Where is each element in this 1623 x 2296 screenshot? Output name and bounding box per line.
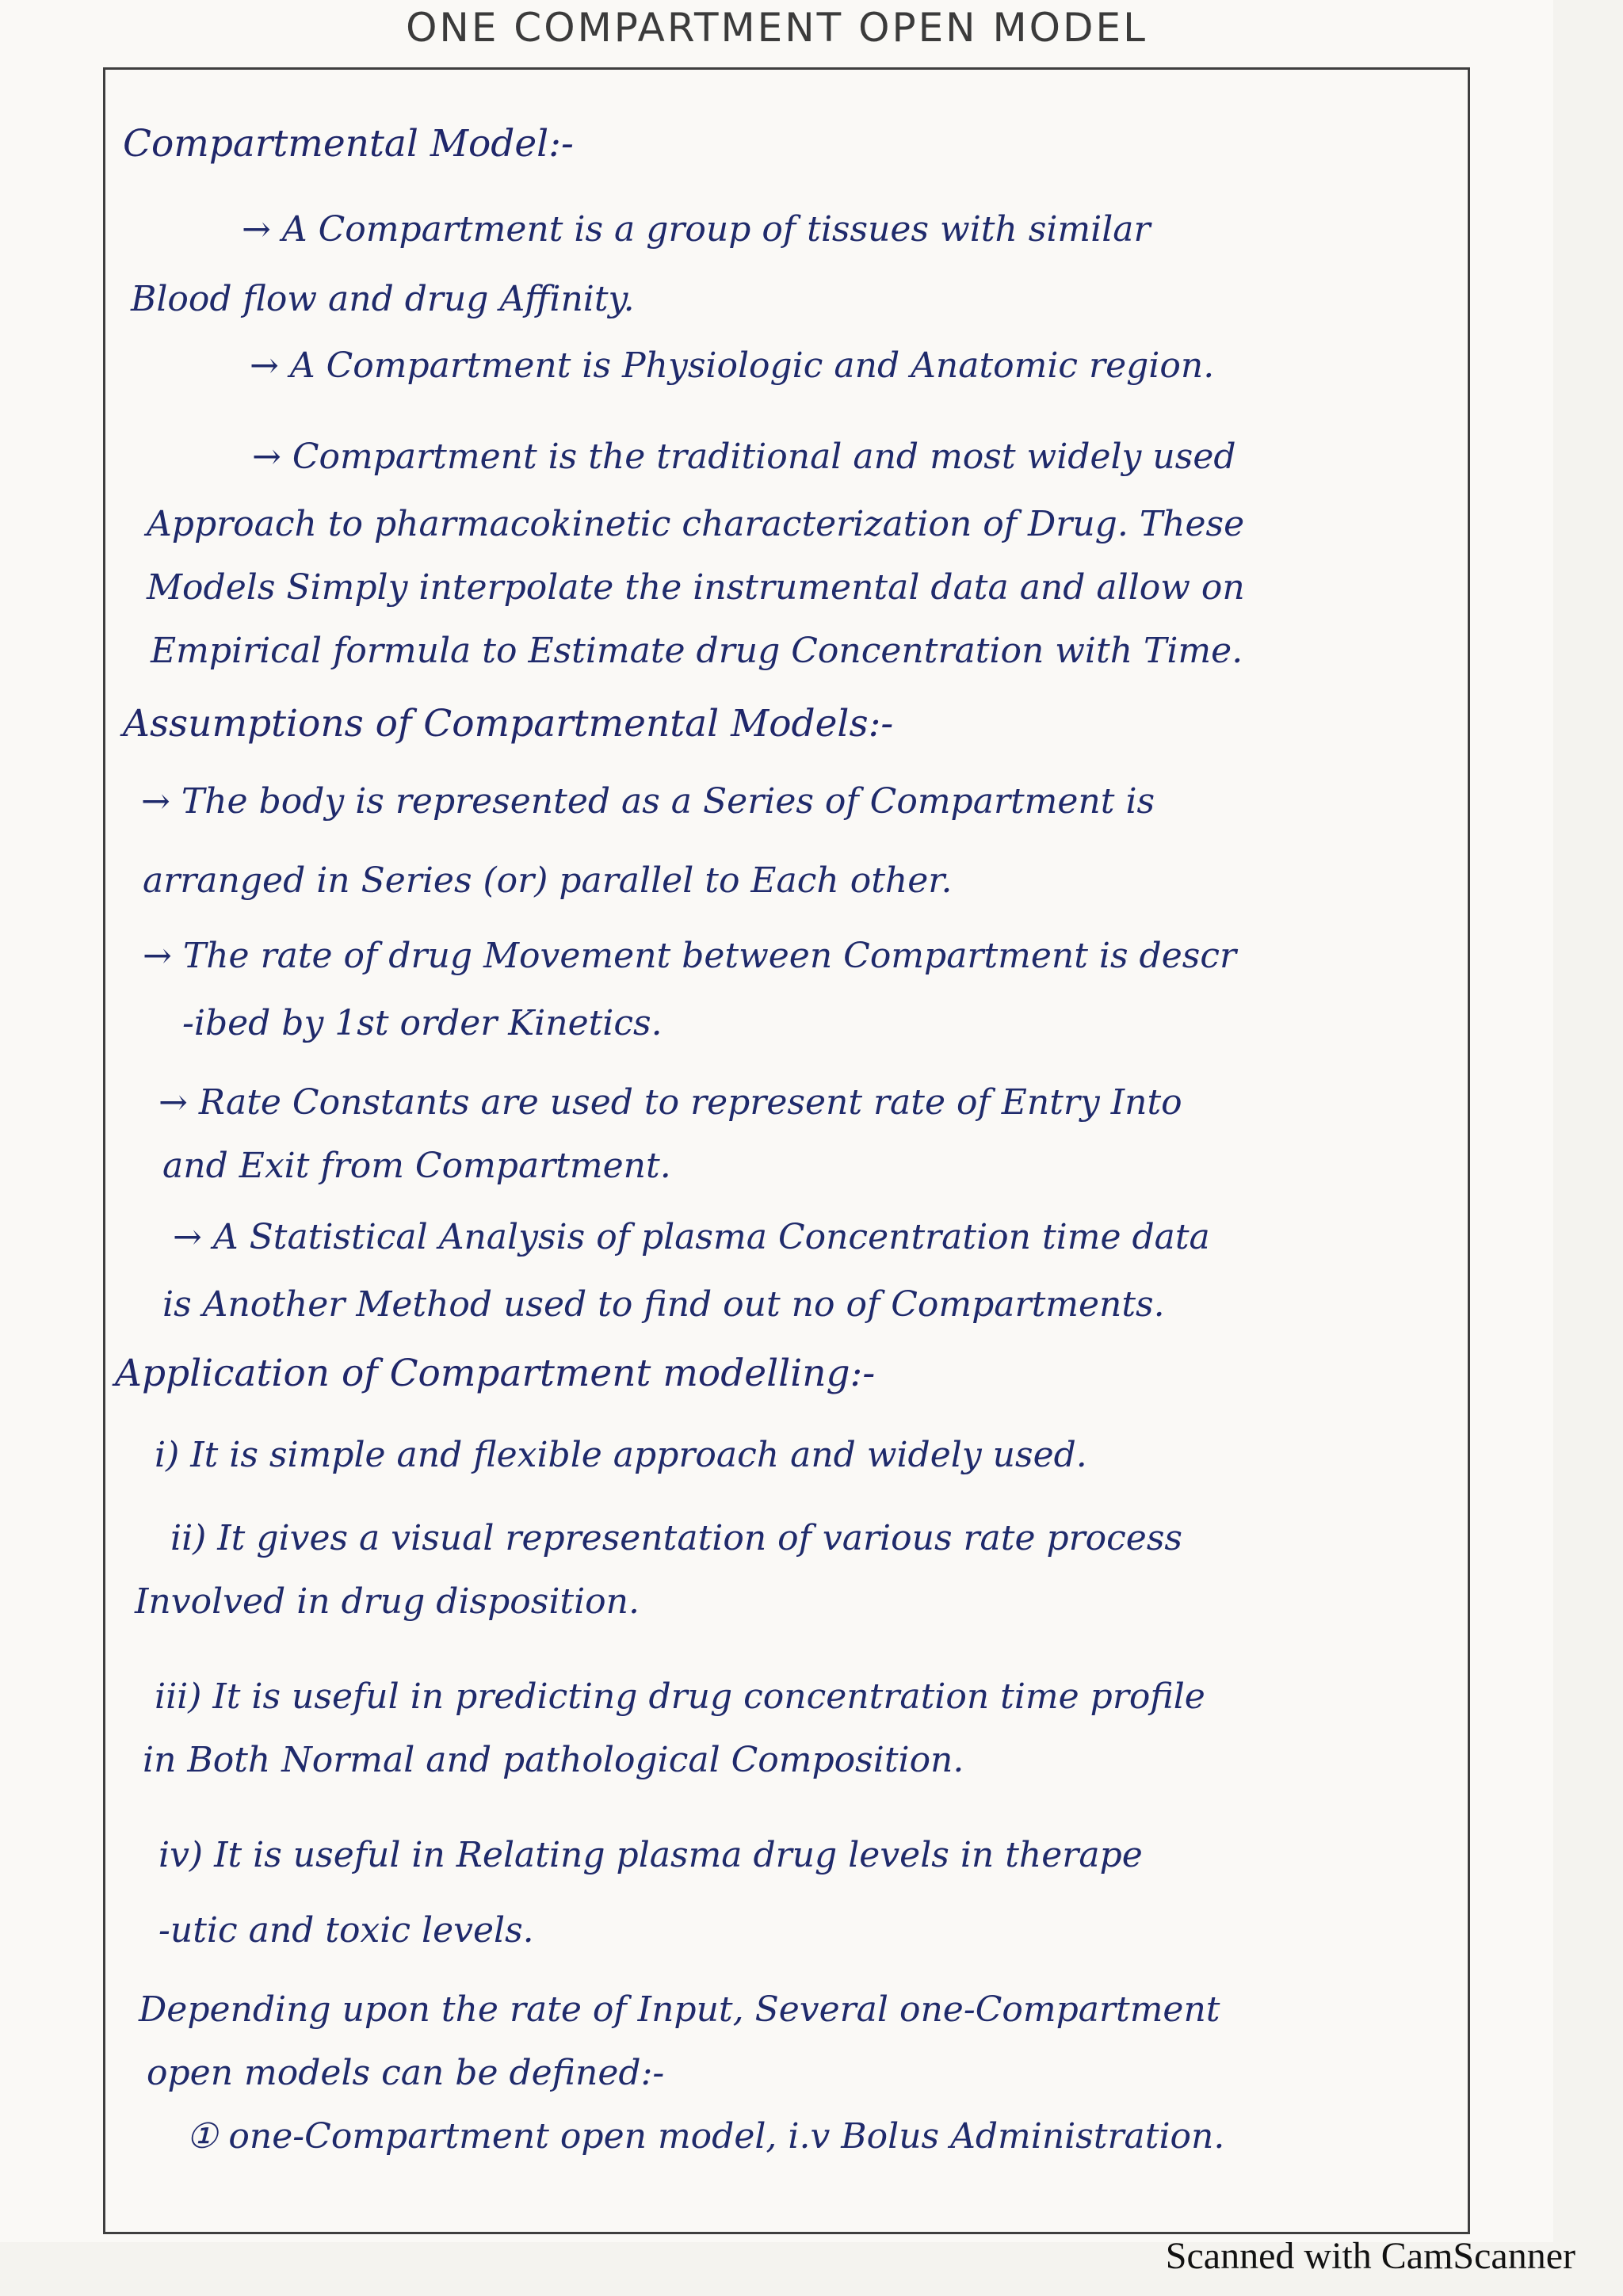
note-line: Depending upon the rate of Input, Several one-Compartment [139, 1989, 1220, 2030]
heading-application: Application of Compartment modelling:- [115, 1352, 876, 1395]
heading-assumptions: Assumptions of Compartmental Models:- [123, 702, 894, 746]
note-line: i) It is simple and flexible approach and widely used. [155, 1435, 1087, 1475]
page-title: ONE COMPARTMENT OPEN MODEL [406, 5, 1148, 51]
note-line: and Exit from Compartment. [162, 1146, 671, 1186]
note-line: Involved in drug disposition. [135, 1581, 640, 1622]
note-line: arranged in Series (or) parallel to Each other. [143, 860, 953, 901]
note-line: iv) It is useful in Relating plasma drug levels in therape [158, 1835, 1143, 1875]
note-line: Empirical formula to Estimate drug Concentration with Time. [151, 631, 1243, 671]
note-line: iii) It is useful in predicting drug concentration time profile [155, 1676, 1205, 1717]
note-line: → A Statistical Analysis of plasma Concentration time data [173, 1217, 1210, 1257]
heading-compartmental-model: Compartmental Model:- [123, 122, 574, 166]
note-line: → The body is represented as a Series of Compartment is [141, 781, 1155, 822]
note-line: in Both Normal and pathological Composition. [143, 1740, 964, 1780]
note-line: -utic and toxic levels. [158, 1910, 534, 1951]
note-line: → The rate of drug Movement between Compartment is descr [143, 936, 1237, 976]
note-line: Models Simply interpolate the instrumental data and allow on [147, 567, 1245, 608]
note-line: Blood flow and drug Affinity. [131, 279, 635, 319]
note-line: -ibed by 1st order Kinetics. [182, 1003, 663, 1043]
note-line: → Rate Constants are used to represent rate of Entry Into [158, 1082, 1182, 1123]
note-line: is Another Method used to find out no of Compartments. [162, 1284, 1165, 1325]
note-line: → A Compartment is Physiologic and Anatomic region. [250, 345, 1215, 386]
note-line: → A Compartment is a group of tissues with similar [242, 209, 1151, 250]
camscanner-watermark: Scanned with CamScanner [1165, 2235, 1575, 2277]
note-line: ① one-Compartment open model, i.v Bolus Administration. [186, 2116, 1225, 2157]
note-line: Approach to pharmacokinetic characterization of Drug. These [147, 504, 1245, 544]
note-line: open models can be defined:- [147, 2053, 665, 2093]
note-line: → Compartment is the traditional and most widely used [252, 437, 1236, 477]
note-line: ii) It gives a visual representation of various rate process [170, 1518, 1183, 1558]
